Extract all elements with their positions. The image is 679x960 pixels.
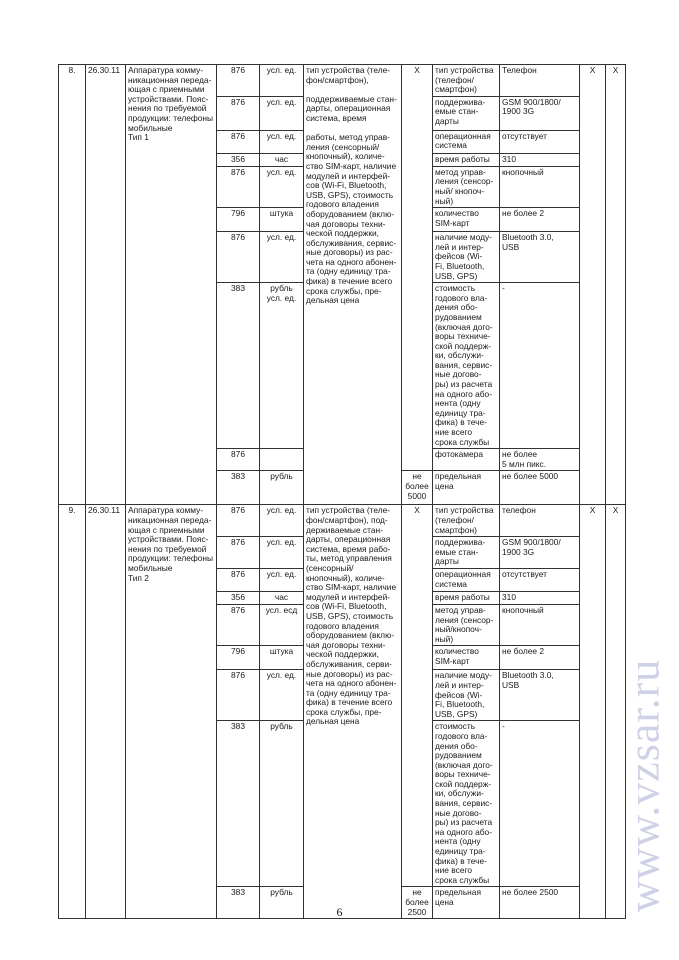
param-name: время работы bbox=[433, 153, 500, 166]
param-value: отсутствует bbox=[500, 130, 580, 153]
param-name: стоимость годового вла- дения обо- рудованием (включая дого- воры техниче- ской поддерж- ки, обслужи- вания, сервис- ные догово- ры) из расчета на одного або- нента (одну единицу тра- фика) в тече- ние всего срока службы bbox=[433, 721, 500, 887]
unit-name: усл. ед. bbox=[260, 65, 304, 97]
param-value: не более 2500 bbox=[500, 887, 580, 919]
unit-name: час bbox=[260, 591, 304, 604]
okei-code: 876 bbox=[217, 505, 260, 537]
param-value: телефон bbox=[500, 505, 580, 537]
okei-code: 383 bbox=[217, 887, 260, 919]
requirements-table bbox=[58, 64, 626, 919]
param-name: операционная система bbox=[433, 568, 500, 591]
okei-code: 876 bbox=[217, 537, 260, 569]
param-name: фотокамера bbox=[433, 449, 500, 471]
unit-name: усл. ед. bbox=[260, 568, 304, 591]
okei-code: 876 bbox=[217, 96, 260, 130]
unit-name bbox=[260, 449, 304, 471]
param-name: метод управ- ления (сенсор- ный/кнопоч- ный) bbox=[433, 604, 500, 645]
unit-name: усл. ед. bbox=[260, 670, 304, 721]
param-value: 310 bbox=[500, 153, 580, 166]
unit-name: штука bbox=[260, 646, 304, 670]
param-value: кнопочный bbox=[500, 604, 580, 645]
okei-code: 876 bbox=[217, 130, 260, 153]
param-name: предельная цена bbox=[433, 471, 500, 505]
unit-name: усл. ед. bbox=[260, 505, 304, 537]
value-limit: не более 2500 bbox=[402, 887, 433, 919]
param-name: поддержива- емые стан- дарты bbox=[433, 96, 500, 130]
table-row bbox=[59, 65, 626, 97]
table-row bbox=[59, 505, 626, 537]
characteristics-text: тип устройства (теле- фон/смартфон), поддерживаемые стан- дарты, операционная система, время работы, метод управ- ления (сенсорный/ кнопочный), количе- ство SIM-карт, наличие модулей и интерфей- сов (Wi-Fi, Bluetooth, USB, GPS), стоимость годового владения оборудованием (вклю- чая договоры техни- ческой поддержки, обслуживания, сервис- ные договоры) из рас- чета на одного абонен- та (одну единицу тра- фика) в течение всего срока службы, пре- дельная цена bbox=[304, 65, 402, 505]
param-value: не более 2 bbox=[500, 208, 580, 232]
param-name: метод управ- ления (сенсор- ный/ кнопоч- ный) bbox=[433, 166, 500, 207]
table-body bbox=[59, 65, 626, 919]
param-value: 310 bbox=[500, 591, 580, 604]
param-value: не более 2 bbox=[500, 646, 580, 670]
unit-name: рубль bbox=[260, 721, 304, 887]
unit-name: рубль усл. ед. bbox=[260, 283, 304, 449]
param-name: поддержива- емые стан- дарты bbox=[433, 537, 500, 569]
param-name: тип устройства (телефон/ смартфон) bbox=[433, 65, 500, 97]
param-name: наличие моду- лей и интер- фейсов (Wi- Fi, Bluetooth, USB, GPS) bbox=[433, 232, 500, 283]
param-value: GSM 900/1800/ 1900 3G bbox=[500, 537, 580, 569]
okei-code: 876 bbox=[217, 568, 260, 591]
okei-code: 356 bbox=[217, 591, 260, 604]
param-value: кнопочный bbox=[500, 166, 580, 207]
okei-code: 796 bbox=[217, 208, 260, 232]
param-name: стоимость годового вла- дения обо- рудованием (включая дого- воры техниче- ской поддерж- ки, обслужи- вания, сервис- ные догово- ры) из расчета на одного або- нента (одну единицу тра- фика) в тече- ние всего срока службы bbox=[433, 283, 500, 449]
param-value: - bbox=[500, 721, 580, 887]
okei-code: 796 bbox=[217, 646, 260, 670]
unit-name: усл. ед. bbox=[260, 232, 304, 283]
okpd-code: 26.30.11 bbox=[86, 505, 126, 919]
param-value: Bluetooth 3.0, USB bbox=[500, 232, 580, 283]
param-name: тип устройства (телефон/ смартфон) bbox=[433, 505, 500, 537]
okei-code: 876 bbox=[217, 232, 260, 283]
param-name: операционная система bbox=[433, 130, 500, 153]
mark-x: X bbox=[580, 505, 606, 919]
okei-code: 876 bbox=[217, 166, 260, 207]
param-name: количество SIM-карт bbox=[433, 646, 500, 670]
param-name: предельная цена bbox=[433, 887, 500, 919]
unit-name: усл. ед. bbox=[260, 166, 304, 207]
param-value: отсутствует bbox=[500, 568, 580, 591]
product-name: Аппаратура комму- никационная переда- ющая с приемными устройствами. Пояс- нения по требуемой продукции: телефоны мобильные Тип 2 bbox=[126, 505, 217, 919]
row-number: 9. bbox=[59, 505, 86, 919]
param-value: Телефон bbox=[500, 65, 580, 97]
watermark-text: www.vzsar.ru bbox=[619, 658, 669, 912]
unit-name: усл. есд bbox=[260, 604, 304, 645]
okei-code: 383 bbox=[217, 283, 260, 449]
param-value: GSM 900/1800/ 1900 3G bbox=[500, 96, 580, 130]
mark-x: X bbox=[580, 65, 606, 505]
param-name: количество SIM-карт bbox=[433, 208, 500, 232]
unit-name: рубль bbox=[260, 887, 304, 919]
okei-code: 876 bbox=[217, 604, 260, 645]
okei-code: 356 bbox=[217, 153, 260, 166]
page-number: 6 bbox=[336, 905, 343, 919]
okei-code: 383 bbox=[217, 471, 260, 505]
okei-code: 876 bbox=[217, 449, 260, 471]
unit-name: усл. ед. bbox=[260, 537, 304, 569]
okpd-code: 26.30.11 bbox=[86, 65, 126, 505]
param-value: не более 5000 bbox=[500, 471, 580, 505]
row-number: 8. bbox=[59, 65, 86, 505]
mark-x: X bbox=[606, 65, 626, 505]
okei-code: 876 bbox=[217, 670, 260, 721]
okei-code: 383 bbox=[217, 721, 260, 887]
unit-name: штука bbox=[260, 208, 304, 232]
param-value: не более 5 млн пикс. bbox=[500, 449, 580, 471]
param-name: наличие моду- лей и интер- фейсов (Wi- Fi, Bluetooth, USB, GPS) bbox=[433, 670, 500, 721]
unit-name: усл. ед. bbox=[260, 130, 304, 153]
characteristics-text: тип устройства (теле- фон/смартфон), под- держиваемые стан- дарты, операционная система, время рабо- ты, метод управления (сенсорный/ кнопочный), количе- ство SIM-карт, наличие модулей и интерфей- сов (Wi-Fi, Bluetooth, USB, GPS), стоимость годового владения оборудованием (вклю- чая договоры техни- ческой поддержки, обслуживания, серви- ные договоры) из рас- чета на одного абонен- та (одну единицу тра- фика) в течение всего срока службы, пре- дельная цена bbox=[304, 505, 402, 919]
unit-name: рубль bbox=[260, 471, 304, 505]
unit-name: час bbox=[260, 153, 304, 166]
okei-code: 876 bbox=[217, 65, 260, 97]
value-limit: не более 5000 bbox=[402, 471, 433, 505]
param-value: - bbox=[500, 283, 580, 449]
value-mark: X bbox=[402, 65, 433, 471]
watermark bbox=[620, 620, 668, 950]
product-name: Аппаратура комму- никационная переда- ющая с приемными устройствами. Пояс- нения по требуемой продукции: телефоны мобильные Тип 1 bbox=[126, 65, 217, 505]
param-value: Bluetooth 3.0, USB bbox=[500, 670, 580, 721]
param-name: время работы bbox=[433, 591, 500, 604]
mark-x: X bbox=[606, 505, 626, 919]
value-mark: X bbox=[402, 505, 433, 887]
unit-name: усл. ед. bbox=[260, 96, 304, 130]
